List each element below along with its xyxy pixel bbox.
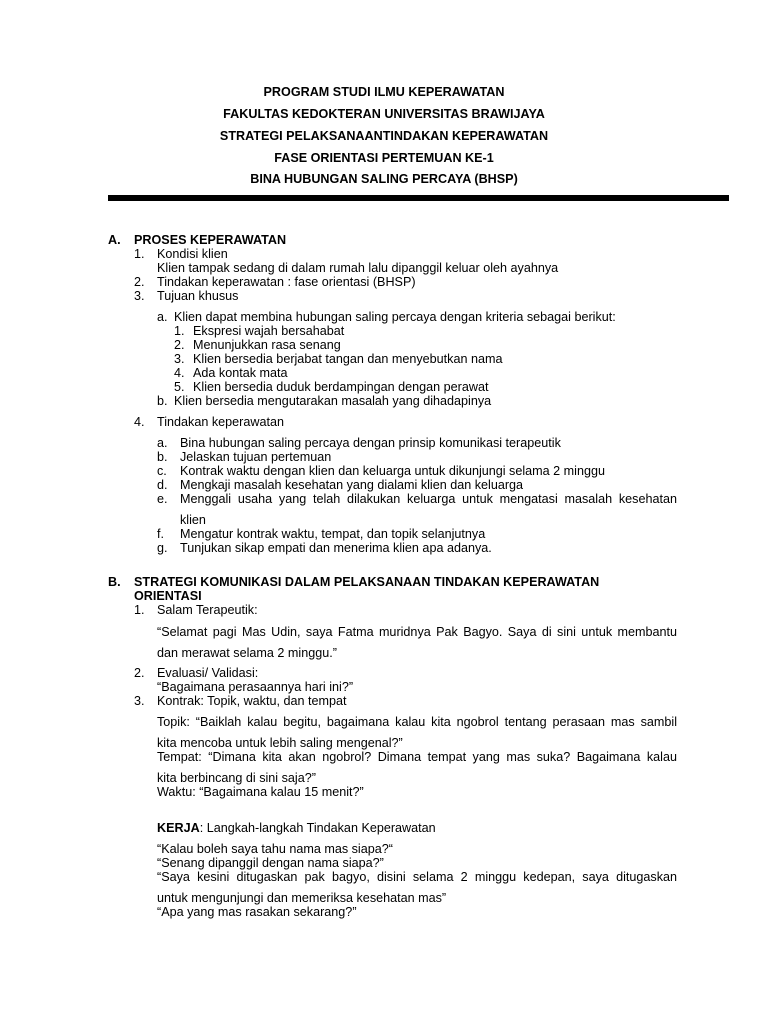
action-letter: f. xyxy=(157,527,164,541)
criteria-text: Ada kontak mata xyxy=(193,366,288,380)
contract-time: Waktu: “Bagaimana kalau 15 menit?” xyxy=(157,785,364,799)
dialogue-line: “Kalau boleh saya tahu nama mas siapa?“ xyxy=(157,842,393,856)
item-number: 1. xyxy=(134,603,145,617)
kerja-label: KERJA xyxy=(157,821,200,835)
dialogue-quote-continued: dan merawat selama 2 minggu.” xyxy=(157,646,337,660)
criteria-number: 1. xyxy=(174,324,185,338)
item-text: Salam Terapeutik: xyxy=(157,603,258,617)
dialogue-line: “Apa yang mas rasakan sekarang?” xyxy=(157,905,357,919)
action-text: Bina hubungan saling percaya dengan prinsip komunikasi terapeutik xyxy=(180,436,561,450)
dialogue-line: “Senang dipanggil dengan nama siapa?” xyxy=(157,856,384,870)
criteria-number: 3. xyxy=(174,352,185,366)
item-number: 2. xyxy=(134,275,145,289)
contract-place: Tempat: “Dimana kita akan ngobrol? Dimana tempat yang mas suka? Bagaimana kalau xyxy=(157,750,677,764)
item-number: 2. xyxy=(134,666,145,680)
item-number: 4. xyxy=(134,415,145,429)
section-b-title-continued: ORIENTASI xyxy=(134,589,202,603)
action-text: Mengatur kontrak waktu, tempat, dan topik selanjutnya xyxy=(180,527,486,541)
header-line-1: PROGRAM STUDI ILMU KEPERAWATAN xyxy=(263,85,505,99)
header-line-5: BINA HUBUNGAN SALING PERCAYA (BHSP) xyxy=(250,172,518,186)
item-text: Tindakan keperawatan : fase orientasi (BHSP) xyxy=(157,275,416,289)
header-divider xyxy=(108,195,729,201)
kerja-description: : Langkah-langkah Tindakan Keperawatan xyxy=(199,821,436,835)
item-text: Kontrak: Topik, waktu, dan tempat xyxy=(157,694,347,708)
item-text: Evaluasi/ Validasi: xyxy=(157,666,259,680)
header-line-4: FASE ORIENTASI PERTEMUAN KE-1 xyxy=(274,151,494,165)
criteria-text: Ekspresi wajah bersahabat xyxy=(193,324,345,338)
item-text: Tujuan khusus xyxy=(157,289,239,303)
action-letter: e. xyxy=(157,492,168,506)
contract-topic: Topik: “Baiklah kalau begitu, bagaimana kalau kita ngobrol tentang perasaan mas sambil xyxy=(157,715,677,729)
item-number: 3. xyxy=(134,694,145,708)
section-a-letter: A. xyxy=(108,233,121,247)
kerja-heading xyxy=(157,821,436,835)
action-text: Menggali usaha yang telah dilakukan keluarga untuk mengatasi masalah kesehatan xyxy=(180,492,677,506)
action-letter: d. xyxy=(157,478,168,492)
action-letter: a. xyxy=(157,436,168,450)
action-text: Jelaskan tujuan pertemuan xyxy=(180,450,332,464)
goal-letter: b. xyxy=(157,394,168,408)
criteria-text: Menunjukkan rasa senang xyxy=(193,338,341,352)
dialogue-quote: “Bagaimana perasaannya hari ini?” xyxy=(157,680,354,694)
item-number: 3. xyxy=(134,289,145,303)
criteria-text: Klien bersedia berjabat tangan dan menyebutkan nama xyxy=(193,352,503,366)
criteria-number: 4. xyxy=(174,366,185,380)
contract-topic-continued: kita mencoba untuk lebih saling mengenal?” xyxy=(157,736,403,750)
criteria-number: 5. xyxy=(174,380,185,394)
item-detail: Klien tampak sedang di dalam rumah lalu dipanggil keluar oleh ayahnya xyxy=(157,261,559,275)
criteria-text: Klien bersedia duduk berdampingan dengan perawat xyxy=(193,380,489,394)
action-text: Kontrak waktu dengan klien dan keluarga untuk dikunjungi selama 2 minggu xyxy=(180,464,605,478)
item-number: 1. xyxy=(134,247,145,261)
section-b-letter: B. xyxy=(108,575,121,589)
section-a-title: PROSES KEPERAWATAN xyxy=(134,233,287,247)
header-line-2: FAKULTAS KEDOKTERAN UNIVERSITAS BRAWIJAYA xyxy=(223,107,545,121)
action-text: Tunjukan sikap empati dan menerima klien apa adanya. xyxy=(180,541,492,555)
dialogue-quote: “Selamat pagi Mas Udin, saya Fatma muridnya Pak Bagyo. Saya di sini untuk membantu xyxy=(157,625,677,639)
dialogue-line: “Saya kesini ditugaskan pak bagyo, disini selama 2 minggu kedepan, saya ditugaskan xyxy=(157,870,677,884)
section-b-title: STRATEGI KOMUNIKASI DALAM PELAKSANAAN TINDAKAN KEPERAWATAN xyxy=(134,575,600,589)
goal-text: Klien bersedia mengutarakan masalah yang dihadapinya xyxy=(174,394,492,408)
criteria-number: 2. xyxy=(174,338,185,352)
contract-place-continued: kita berbincang di sini saja?” xyxy=(157,771,316,785)
action-letter: g. xyxy=(157,541,168,555)
item-text: Tindakan keperawatan xyxy=(157,415,284,429)
action-text-continued: klien xyxy=(180,513,206,527)
action-text: Mengkaji masalah kesehatan yang dialami klien dan keluarga xyxy=(180,478,524,492)
goal-text: Klien dapat membina hubungan saling percaya dengan kriteria sebagai berikut: xyxy=(174,310,616,324)
goal-letter: a. xyxy=(157,310,168,324)
header-line-3: STRATEGI PELAKSANAANTINDAKAN KEPERAWATAN xyxy=(219,129,549,143)
item-text: Kondisi klien xyxy=(157,247,228,261)
action-letter: c. xyxy=(157,464,167,478)
action-letter: b. xyxy=(157,450,168,464)
dialogue-line-continued: untuk mengunjungi dan memeriksa kesehatan mas” xyxy=(157,891,447,905)
